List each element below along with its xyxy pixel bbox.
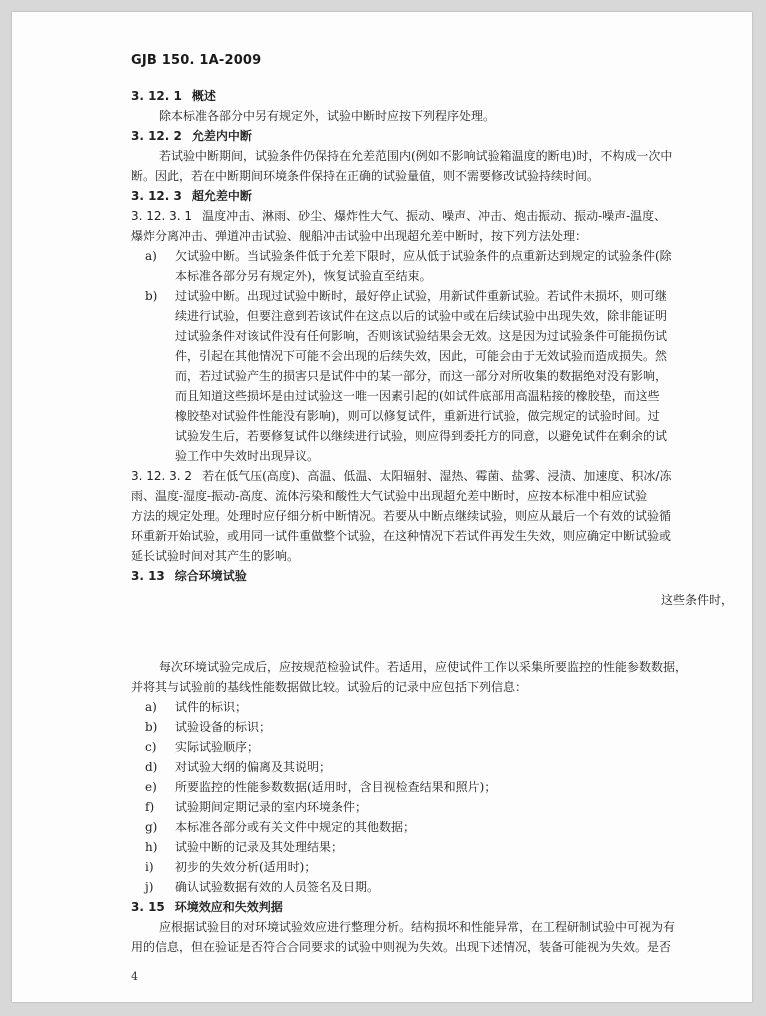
page-number: 4 — [131, 970, 138, 983]
list-item: h) 试验中断的记录及其处理结果； — [145, 840, 344, 854]
section-3-12-3-heading: 3. 12. 3 超允差中断 — [131, 189, 252, 203]
section-3-15-heading: 3. 15 环境效应和失效判据 — [131, 900, 283, 914]
paragraph-line: 环重新开始试验，或用同一试件重做整个试验，在这种情况下若试件再发生失效，则应确定中断试验或 — [131, 529, 672, 543]
partial-line: 这些条件时， — [660, 593, 733, 607]
list-item: e) 所要监控的性能参数数据(适用时，含目视检查结果和照片)； — [145, 780, 497, 794]
paragraph-line: 爆炸分离冲击、弹道冲击试验、舰船冲击试验中出现超允差中断时，按下列方法处理： — [131, 229, 588, 243]
document-header: GJB 150. 1A-2009 — [131, 53, 262, 68]
list-item-line: 过试验条件对该试件没有任何影响，否则该试验结果会无效。这是因为过试验条件可能损伤试 — [175, 329, 668, 343]
section-3-12-1-heading: 3. 12. 1 概述 — [131, 89, 216, 103]
list-item: d) 对试验大纲的偏离及其说明； — [145, 760, 332, 774]
list-item-line: 本标准各部分另有规定外)，恢复试验直至结束。 — [175, 269, 432, 283]
list-item-a: a) 欠试验中断。当试验条件低于允差下限时，应从低于试验条件的点重新达到规定的试验条件(除 — [145, 249, 672, 263]
paragraph-line: 应根据试验目的对环境试验效应进行整理分析。结构损坏和性能异常，在工程研制试验中可视为有 — [159, 920, 676, 934]
section-3-12-3-1-line: 3. 12. 3. 1 温度冲击、淋雨、砂尘、爆炸性大气、振动、噪声、冲击、炮击振动、振动-噪声-温度、 — [131, 209, 667, 223]
paragraph-line: 并将其与试验前的基线性能数据做比较。试验后的记录中应包括下列信息： — [131, 680, 528, 694]
list-item: i) 初步的失效分析(适用时)； — [145, 860, 317, 874]
paragraph-line: 若试验中断期间，试验条件仍保持在允差范围内(例如不影响试验箱温度的断电)时，不构成一次中 — [159, 149, 673, 163]
document-page — [12, 12, 752, 1002]
document-body — [131, 86, 739, 957]
list-item: a) 试件的标识； — [145, 700, 248, 714]
paragraph-line: 断。因此，若在中断期间环境条件保持在正确的试验量值，则不需要修改试验持续时间。 — [131, 169, 600, 183]
list-item: g) 本标准各部分或有关文件中规定的其他数据； — [145, 820, 416, 834]
section-3-12-3-2-line: 3. 12. 3. 2 若在低气压(高度)、高温、低温、太阳辐射、湿热、霉菌、盐雾、浸渍、加速度、积冰/冻 — [131, 469, 672, 483]
list-item-line: 验工作中失效时出现异议。 — [175, 449, 320, 463]
section-3-12-2-heading: 3. 12. 2 允差内中断 — [131, 129, 252, 143]
section-3-13-heading: 3. 13 综合环境试验 — [131, 569, 247, 583]
paragraph-line: 延长试验时间对其产生的影响。 — [131, 549, 300, 563]
list-item: c) 实际试验顺序； — [145, 740, 260, 754]
list-item-b: b) 过试验中断。出现过试验中断时，最好停止试验，用新试件重新试验。若试件未损坏，则可继 — [145, 289, 668, 303]
paragraph-line: 雨、温度-湿度-振动-高度、流体污染和酸性大气试验中出现超允差中断时，应按本标准中相应试验 — [131, 489, 648, 503]
list-item: b) 试验设备的标识； — [145, 720, 272, 734]
paragraph-line: 每次环境试验完成后，应按规范检验试件。若适用，应使试件工作以采集所要监控的性能参数数据， — [159, 660, 688, 674]
list-item-line: 橡胶垫对试验件性能没有影响)，则可以修复试件，重新进行试验，做完规定的试验时间。过 — [175, 409, 660, 423]
list-item: f) 试验期间定期记录的室内环境条件； — [145, 800, 368, 814]
list-item-line: 件，引起在其他情况下可能不会出现的后续失效，因此，可能会由于无效试验而造成损失。然 — [175, 349, 668, 363]
paragraph-line: 方法的规定处理。处理时应仔细分析中断情况。若要从中断点继续试验，则应从最后一个有效的试验循 — [131, 509, 672, 523]
paragraph-line: 用的信息，但在验证是否符合合同要求的试验中则视为失效。出现下述情况，装备可能视为失效。是否 — [131, 940, 672, 954]
list-item-line: 而且知道这些损坏是由过试验这一唯一因素引起的(如试件底部用高温粘接的橡胶垫，而这些 — [175, 389, 660, 403]
list-item: j) 确认试验数据有效的人员签名及日期。 — [145, 880, 380, 894]
list-item-line: 而，若过试验产生的损害只是试件中的某一部分，而这一部分对所收集的数据绝对没有影响， — [175, 369, 668, 383]
list-item-line: 续进行试验，但要注意到若该试件在这点以后的试验中或在后续试验中出现失效，除非能证明 — [175, 309, 668, 323]
section-3-12-1-text: 除本标准各部分中另有规定外，试验中断时应按下列程序处理。 — [159, 109, 496, 123]
list-item-line: 试验发生后，若要修复试件以继续进行试验，则应得到委托方的同意，以避免试件在剩余的试 — [175, 429, 668, 443]
